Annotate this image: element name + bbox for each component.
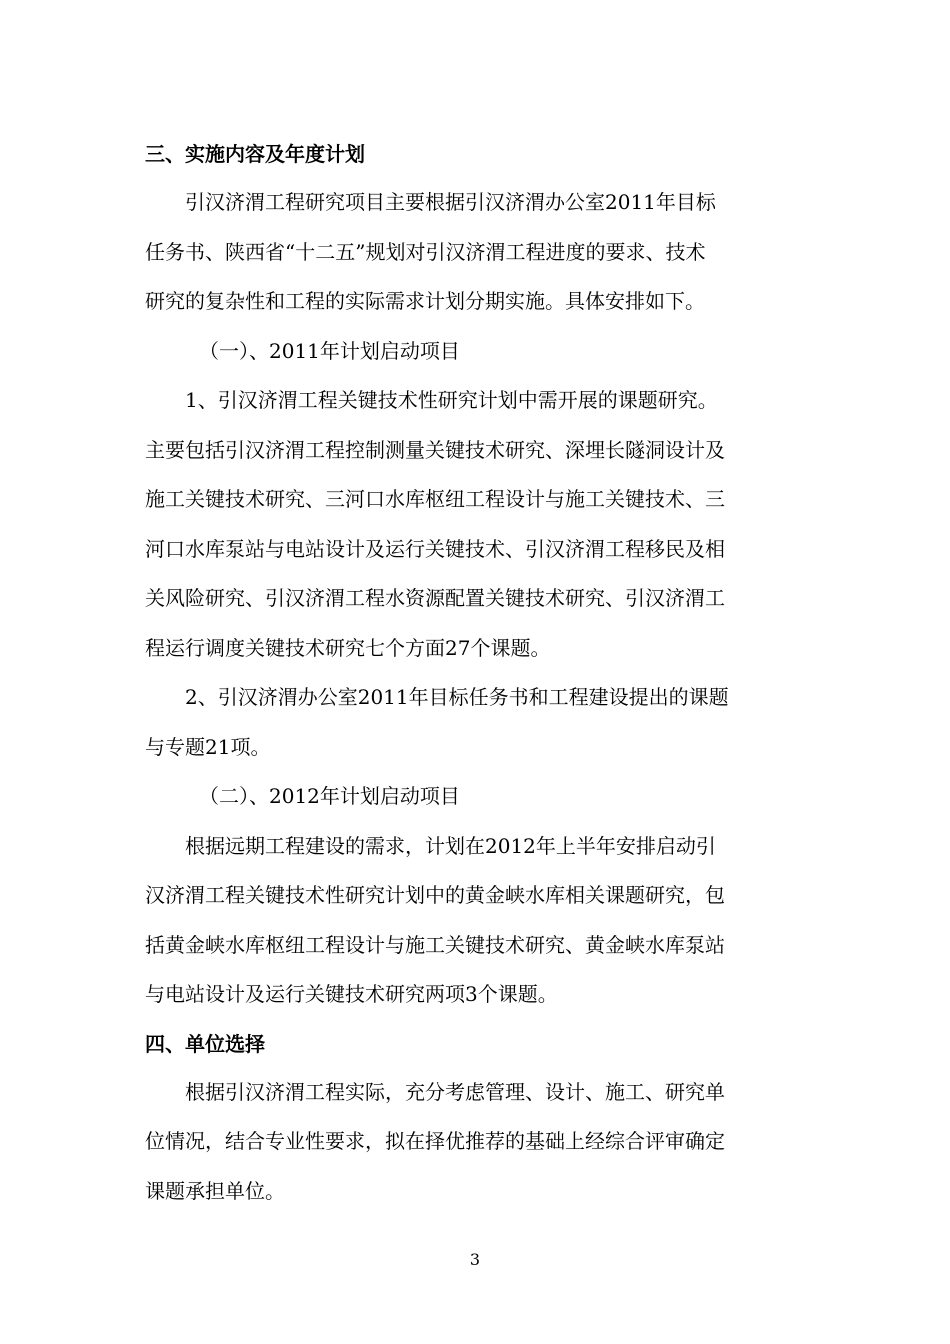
text-line: 任务书、陕西省“十二五”规划对引汉济渭工程进度的要求、技术 [145, 239, 706, 264]
text-line: 位情况，结合专业性要求，拟在择优推荐的基础上经综合评审确定 [145, 1129, 725, 1153]
subsection-2-paragraph [145, 822, 807, 1020]
page-content [145, 130, 807, 1216]
section-3-heading: 三、实施内容及年度计划 [145, 142, 365, 166]
subsection-2-title: （二）、2012年计划启动项目 [199, 784, 460, 808]
text-line: 课题承担单位。 [145, 1178, 285, 1203]
item-1-paragraph [145, 376, 807, 673]
text-line: 与电站设计及运行关键技术研究两项3个课题。 [145, 982, 558, 1006]
text-line: 主要包括引汉济渭工程控制测量关键技术研究、深埋长隧洞设计及 [145, 437, 725, 462]
text-line: 程运行调度关键技术研究七个方面27个课题。 [145, 635, 551, 660]
section-4-paragraph [145, 1068, 807, 1217]
text-line: 括黄金峡水库枢纽工程设计与施工关键技术研究、黄金峡水库泵站 [145, 932, 725, 957]
text-line: 施工关键技术研究、三河口水库枢纽工程设计与施工关键技术、三 [145, 487, 725, 511]
text-line: 根据引汉济渭工程实际，充分考虑管理、设计、施工、研究单 [185, 1079, 725, 1104]
text-line: 关风险研究、引汉济渭工程水资源配置关键技术研究、引汉济渭工 [145, 586, 725, 610]
section-4-heading: 四、单位选择 [145, 1031, 265, 1056]
text-line: 河口水库泵站与电站设计及运行关键技术、引汉济渭工程移民及相 [145, 536, 725, 561]
text-line: 汉济渭工程关键技术性研究计划中的黄金峡水库相关课题研究，包 [145, 883, 725, 907]
text-line: 1、引汉济渭工程关键技术性研究计划中需开展的课题研究。 [185, 388, 718, 412]
text-line: 根据远期工程建设的需求，计划在2012年上半年安排启动引 [185, 833, 716, 858]
text-line: 与专题21项。 [145, 734, 271, 759]
text-line: 研究的复杂性和工程的实际需求计划分期实施。具体安排如下。 [145, 289, 705, 313]
subsection-1-title: （一）、2011年计划启动项目 [199, 338, 460, 363]
text-line: 引汉济渭工程研究项目主要根据引汉济渭办公室2011年目标 [185, 190, 716, 214]
page-number: 3 [469, 1250, 481, 1269]
item-2-paragraph [145, 673, 807, 772]
text-line: 2、引汉济渭办公室2011年目标任务书和工程建设提出的课题 [185, 685, 729, 709]
section-3-intro-paragraph [145, 178, 807, 327]
